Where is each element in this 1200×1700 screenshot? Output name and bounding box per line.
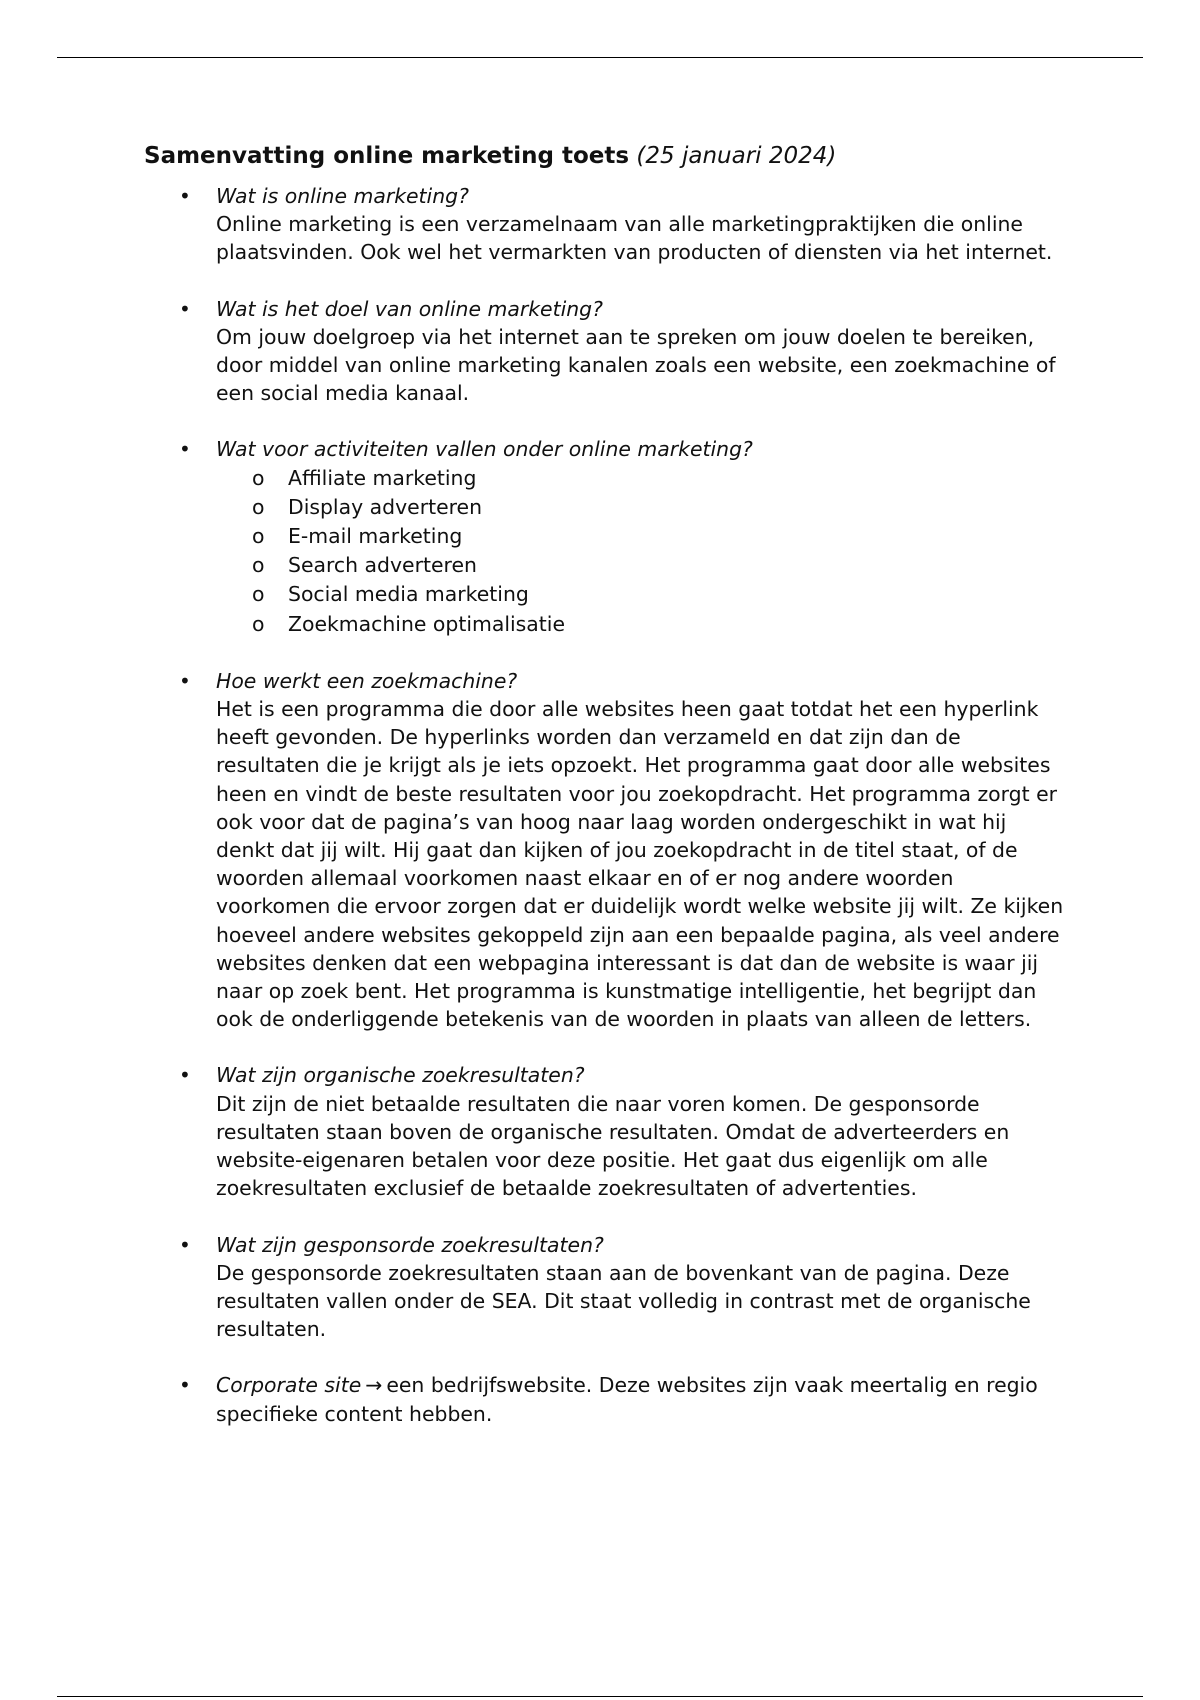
sub-list-item xyxy=(216,610,1064,639)
sub-list-item xyxy=(216,464,1064,493)
circle-bullet-icon: o xyxy=(252,553,265,578)
activity-label: Search adverteren xyxy=(288,553,477,578)
activity-label: Affiliate marketing xyxy=(288,465,477,490)
bullet-icon: • xyxy=(179,184,191,208)
header-rule xyxy=(57,57,1143,58)
question-list xyxy=(144,182,1064,1428)
list-item xyxy=(144,1371,1064,1427)
title-text: Samenvatting online marketing toets xyxy=(144,143,630,169)
sub-list-item xyxy=(216,522,1064,551)
circle-bullet-icon: o xyxy=(252,465,265,490)
activity-label: E-mail marketing xyxy=(288,524,463,549)
bullet-icon: • xyxy=(179,437,191,462)
bullet-icon: • xyxy=(179,1063,191,1088)
arrow-right-icon: → xyxy=(365,1373,383,1398)
answer: Dit zijn de niet betaalde resultaten die naar voren komen. De gesponsorde resultaten staan boven de organische resultaten. Omdat de adverteerders en website-eigenaren betalen voor deze positie. Het gaat dus eigenlijk om alle zoekresultaten exclusief de betaalde zoekresultaten of advertenties. xyxy=(216,1091,1010,1201)
bullet-icon: • xyxy=(179,296,191,321)
question: Wat voor activiteiten vallen onder online marketing? xyxy=(216,437,753,462)
question: Wat zijn gesponsorde zoekresultaten? xyxy=(216,1232,604,1257)
definition-line xyxy=(216,1371,1064,1427)
answer: De gesponsorde zoekresultaten staan aan de bovenkant van de pagina. Deze resultaten vallen onder de SEA. Dit staat volledig in contrast met de organische resultaten. xyxy=(216,1260,1031,1342)
title-date: (25 januari 2024) xyxy=(636,143,837,169)
question: Wat is het doel van online marketing? xyxy=(216,296,603,321)
term: Corporate site xyxy=(216,1373,362,1398)
bullet-icon: • xyxy=(179,668,191,693)
definition: een bedrijfswebsite. Deze websites zijn vaak meertalig en regio specifieke content hebben. xyxy=(216,1373,1038,1426)
circle-bullet-icon: o xyxy=(252,611,265,636)
list-item xyxy=(144,667,1064,1034)
document-body xyxy=(144,140,1064,1428)
activity-label: Display adverteren xyxy=(288,494,483,519)
question: Wat zijn organische zoekresultaten? xyxy=(216,1063,585,1088)
list-item xyxy=(144,1231,1064,1344)
circle-bullet-icon: o xyxy=(252,582,265,607)
footer-rule xyxy=(57,1696,1143,1697)
sub-list-item xyxy=(216,551,1064,580)
bullet-icon: • xyxy=(179,1373,191,1398)
answer: Het is een programma die door alle websites heen gaat totdat het een hyperlink heeft gevonden. De hyperlinks worden dan verzameld en dat zijn dan de resultaten die je krijgt als je iets opzoekt. Het programma gaat door alle websites heen en vindt de beste resultaten voor jou zoekopdracht. Het programma zorgt er ook voor dat de pagina’s van hoog naar laag worden ondergeschikt in wat hij denkt dat jij wilt. Hij gaat dan kijken of jou zoekopdracht in de titel staat, of de woorden allemaal voorkomen naast elkaar en of er nog andere woorden voorkomen die ervoor zorgen dat er duidelijk wordt welke website jij wilt. Ze kijken hoeveel andere websites gekoppeld zijn aan een bepaalde pagina, als veel andere websites denken dat een webpagina interessant is dat dan de website is waar jij naar op zoek bent. Het programma is kunstmatige intelligentie, het begrijpt dan ook de onderliggende betekenis van de woorden in plaats van alleen de letters. xyxy=(216,697,1064,1032)
circle-bullet-icon: o xyxy=(252,524,265,549)
sub-list-item xyxy=(216,580,1064,609)
question: Hoe werkt een zoekmachine? xyxy=(216,668,518,693)
circle-bullet-icon: o xyxy=(252,494,265,519)
list-item xyxy=(144,295,1064,408)
activity-list xyxy=(216,464,1064,639)
sub-list-item xyxy=(216,493,1064,522)
answer: Online marketing is een verzamelnaam van alle marketingpraktijken die online plaatsvinden. Ook wel het vermarkten van producten of diensten via het internet. xyxy=(216,212,1053,265)
list-item xyxy=(144,182,1064,267)
activity-label: Social media marketing xyxy=(288,582,529,607)
page-title xyxy=(144,140,1064,172)
activity-label: Zoekmachine optimalisatie xyxy=(288,611,565,636)
list-item xyxy=(144,1061,1064,1202)
question: Wat is online marketing? xyxy=(216,184,469,208)
answer: Om jouw doelgroep via het internet aan te spreken om jouw doelen te bereiken, door middel van online marketing kanalen zoals een website, een zoekmachine of een social media kanaal. xyxy=(216,324,1056,406)
bullet-icon: • xyxy=(179,1232,191,1257)
list-item xyxy=(144,435,1064,638)
